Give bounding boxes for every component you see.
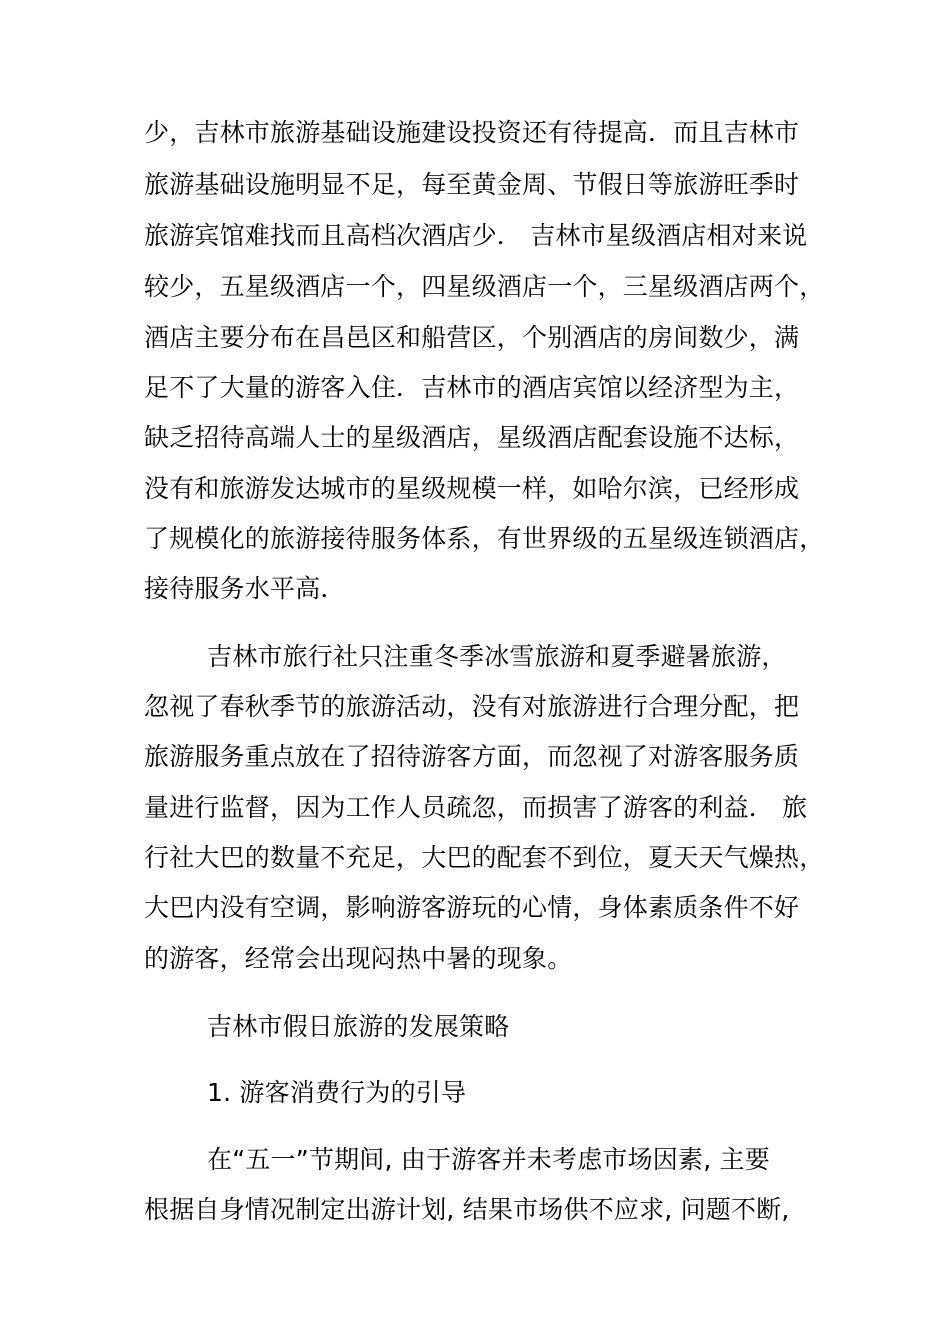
paragraph-2-line-7: 的游客，经常会出现闷热中暑的现象。 [144,944,573,973]
paragraph-1-line-1: 少，吉林市旅游基础设施建设投资还有待提高．而且吉林市 [144,118,800,147]
paragraph-1-line-8: 没有和旅游发达城市的星级规模一样，如哈尔滨，已经形成 [144,474,800,503]
paragraph-3-line-2: 根据自身情况制定出游计划, 结果市场供不应求, 问题不断, [144,1195,790,1224]
subsection-heading: 1. 游客消费行为的引导 [207,1078,467,1107]
paragraph-1-line-9: 了规模化的旅游接待服务体系，有世界级的五星级连锁酒店， [144,524,825,553]
paragraph-2-line-3: 旅游服务重点放在了招待游客方面，而忽视了对游客服务质 [144,742,800,771]
paragraph-2-line-2: 忽视了春秋季节的旅游活动，没有对旅游进行合理分配，把 [144,692,800,721]
paragraph-2-line-5: 行社大巴的数量不充足，大巴的配套不到位，夏天天气燥热， [144,843,825,872]
paragraph-1-line-4: 较少，五星级酒店一个，四星级酒店一个，三星级酒店两个， [144,272,825,301]
paragraph-1-line-5: 酒店主要分布在昌邑区和船营区，个别酒店的房间数少，满 [144,323,800,352]
section-heading: 吉林市假日旅游的发展策略 [207,1012,510,1041]
paragraph-1-line-7: 缺乏招待高端人士的星级酒店，星级酒店配套设施不达标， [144,423,800,452]
paragraph-1-line-10: 接待服务水平高． [144,574,346,603]
paragraph-2-line-4: 量进行监督，因为工作人员疏忽，而损害了游客的利益． 旅 [144,793,808,822]
paragraph-1-line-3: 旅游宾馆难找而且高档次酒店少． 吉林市星级酒店相对来说 [144,221,808,250]
paragraph-1-line-2: 旅游基础设施明显不足，每至黄金周、节假日等旅游旺季时 [144,170,800,199]
paragraph-2-line-1: 吉林市旅行社只注重冬季冰雪旅游和夏季避暑旅游， [207,642,787,671]
paragraph-3-line-1: 在“五一”节期间, 由于游客并未考虑市场因素, 主要 [207,1145,770,1174]
paragraph-1-line-6: 足不了大量的游客入住．吉林市的酒店宾馆以经济型为主， [144,373,800,402]
paragraph-2-line-6: 大巴内没有空调，影响游客游玩的心情，身体素质条件不好 [144,893,800,922]
